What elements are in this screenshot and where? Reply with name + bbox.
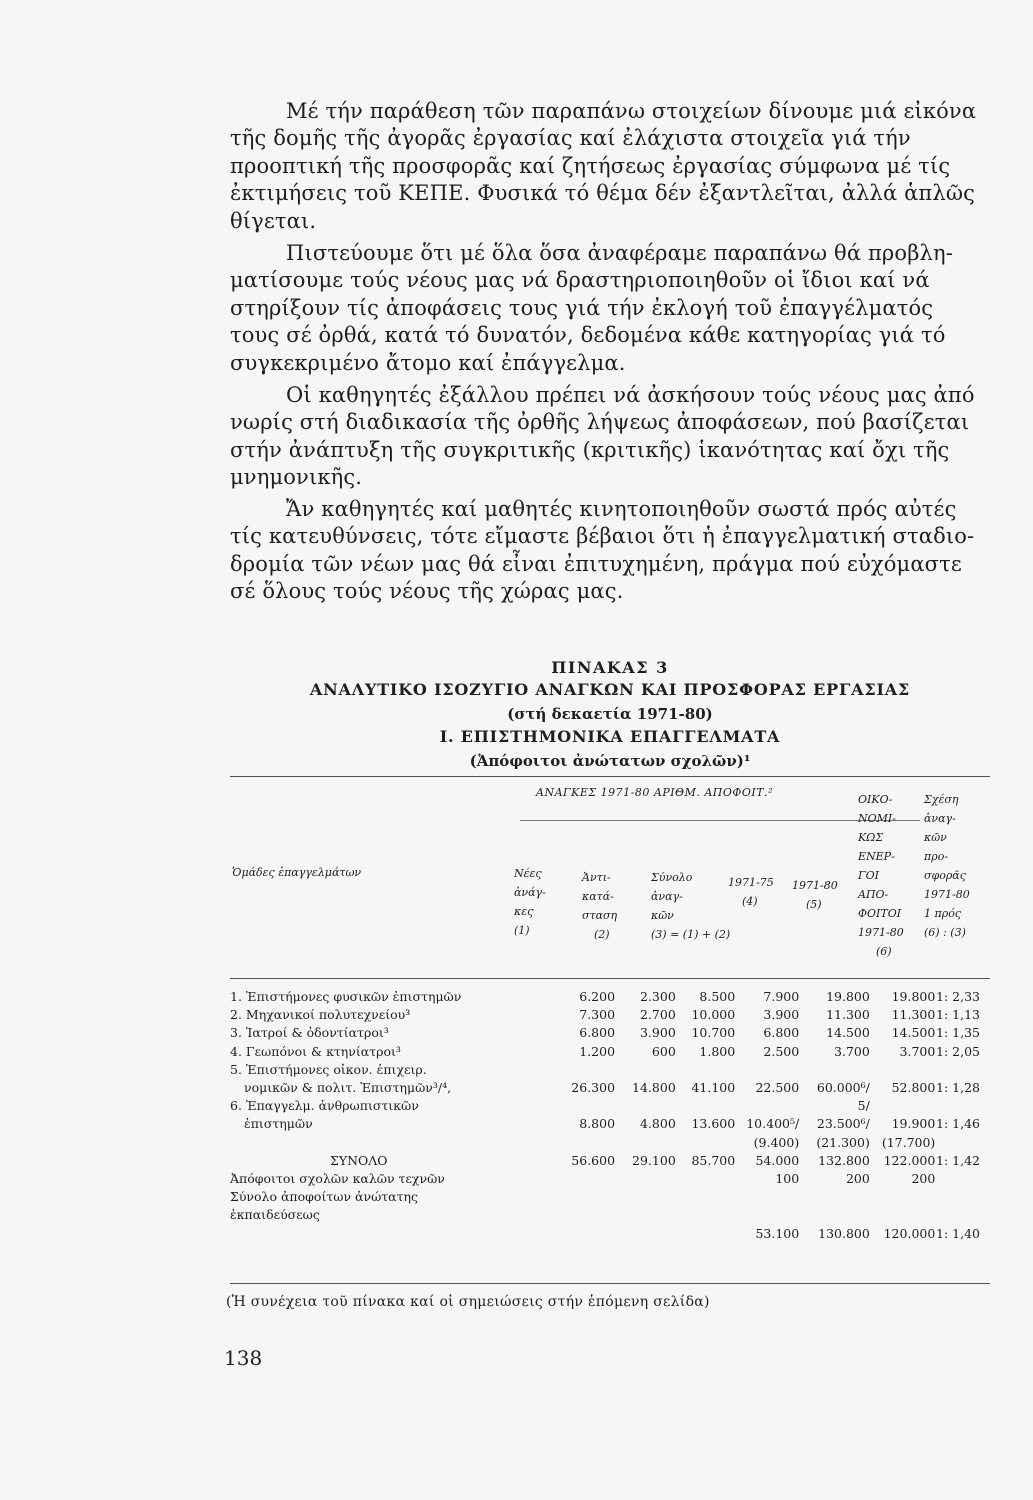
cell-economically-active: 122.000 [883, 1152, 936, 1168]
cell-economically-active [870, 1188, 935, 1206]
cell-economically-active: 14.500 [891, 1025, 936, 1041]
table-row [230, 1115, 980, 1133]
cell-graduates-1971-80: 130.800 [818, 1225, 870, 1241]
cell-new-needs [558, 1188, 616, 1206]
cell-total-needs: 41.100 [691, 1080, 736, 1096]
table-top-rule [230, 776, 990, 777]
cell-graduates-1971-80: 60.000⁶/ [816, 1080, 870, 1096]
text-line: στηρίξουν τίς ἀποφάσεις τους γιά τήν ἐκλογή τοῦ ἐπαγγέλματός [230, 295, 934, 320]
cell-ratio: 1: 1,35 [936, 1025, 980, 1041]
text-line: Μέ τήν παράθεση τῶν παραπάνω στοιχείων δίνουμε μιά εἰκόνα [286, 99, 977, 123]
text-line: σέ ὅλους τούς νέους τῆς χώρας μας. [230, 579, 624, 604]
text-line: προοπτική τῆς προσφορᾶς καί ζητήσεως ἐργασίας σύμφωνα μέ τίς [230, 153, 951, 178]
cell-new-needs [558, 1134, 616, 1152]
table-label: ΠΙΝΑΚΑΣ 3 [551, 658, 669, 677]
cell-graduates-1971-80: 11.300 [826, 1007, 870, 1023]
cell-total-needs: 8.500 [699, 989, 736, 1004]
cell-new-needs [558, 1206, 616, 1224]
text-line: Πιστεύουμε ὅτι μέ ὅλα ὅσα ἀναφέραμε παραπάνω θά προβλη- [286, 241, 953, 265]
cell-replacement: 14.800 [632, 1080, 676, 1096]
cell-ratio: 1: 1,46 [936, 1116, 980, 1132]
cell-total-needs: 10.700 [691, 1025, 736, 1041]
text-line: στήν ἀνάπτυξη τῆς συγκριτικῆς (κριτικῆς) ἱκανότητας καί ὄχι τῆς [230, 437, 950, 462]
table-row [230, 1134, 980, 1152]
row-label: 5. Ἐπιστήμονες οἰκον. ἐπιχειρ. [230, 1061, 427, 1077]
cell-economically-active [870, 1061, 935, 1079]
table-title: ΑΝΑΛΥΤΙΚΟ ΙΣΟΖΥΓΙΟ ΑΝΑΓΚΩΝ ΚΑΙ ΠΡΟΣΦΟΡΑΣ ΕΡΓΑΣΙΑΣ [309, 680, 911, 699]
paragraph-2 [230, 240, 990, 377]
cell-new-needs [558, 1097, 616, 1115]
cell-ratio: 1: 2,33 [936, 989, 980, 1004]
cell-ratio: 1: 1,28 [936, 1080, 980, 1096]
table-row [230, 1206, 980, 1224]
cell-total-needs [676, 1170, 735, 1188]
cell-graduates-1971-80: 200 [845, 1171, 870, 1187]
text-line: τῆς δομῆς τῆς ἀγορᾶς ἐργασίας καί ἐλάχιστα στοιχεῖα γιά τήν [230, 126, 911, 151]
cell-graduates-1971-75 [735, 1097, 799, 1115]
cell-ratio: 1: 1,42 [936, 1152, 980, 1168]
cell-total-needs: 10.000 [691, 1007, 736, 1023]
text-line: συγκεκριμένο ἄτομο καί ἐπάγγελμα. [230, 350, 626, 375]
cell-new-needs [558, 1061, 616, 1079]
cell-graduates-1971-75: 3.900 [763, 1007, 800, 1023]
cell-ratio [935, 1206, 980, 1224]
row-label: ἐπιστημῶν [244, 1116, 313, 1132]
header-col-total: Σύνολο ἀναγ- κῶν (3) = (1) + (2) [651, 871, 731, 941]
cell-replacement [615, 1170, 676, 1188]
cell-graduates-1971-80: 5/ [857, 1098, 870, 1114]
text-line: μνημονικῆς. [230, 465, 363, 490]
cell-ratio: 1: 1,13 [936, 1007, 980, 1023]
cell-graduates-1971-75: 7.900 [763, 989, 800, 1004]
table-row [230, 1225, 980, 1243]
cell-replacement [615, 1225, 676, 1243]
cell-economically-active [870, 1097, 935, 1115]
cell-graduates-1971-75: 6.800 [763, 1025, 800, 1041]
cell-replacement: 2.300 [639, 989, 676, 1004]
row-label [230, 1225, 558, 1243]
cell-total-needs [676, 1134, 735, 1152]
cell-graduates-1971-80: 3.700 [834, 1043, 870, 1059]
table-section-subtitle: (Ἀπόφοιτοι ἀνώτατων σχολῶν)¹ [469, 752, 751, 770]
paragraph-4 [230, 496, 990, 606]
cell-graduates-1971-80 [799, 1061, 870, 1079]
row-label: 2. Μηχανικοί πολυτεχνείου³ [230, 1007, 411, 1023]
cell-new-needs: 26.300 [571, 1080, 616, 1096]
header-col-new: Νέες ἀνάγ- κες (1) [514, 867, 546, 937]
table-continuation-note: (Ἡ συνέχεια τοῦ πίνακα καί οἱ σημειώσεις στήν ἑπόμενη σελίδα) [226, 1294, 710, 1310]
header-col-economically-active: ΟΙΚΟ- ΝΟΜΙ- ΚΩΣ ΕΝΕΡ- ΓΟΙ ΑΠΟ- ΦΟΙΤΟΙ 1971-80 (6) [858, 793, 904, 958]
cell-economically-active: 19.800 [891, 989, 936, 1004]
cell-total-needs [676, 1061, 735, 1079]
cell-graduates-1971-75: 10.400⁵/ [746, 1116, 800, 1132]
header-col-1971-75: 1971-75 (4) [728, 876, 774, 908]
table-row [230, 1061, 980, 1079]
cell-economically-active: 200 [911, 1171, 936, 1187]
header-col-replacement: Ἀντι- κατά- σταση (2) [582, 871, 618, 941]
table-row [230, 1170, 980, 1188]
cell-graduates-1971-80: (21.300) [816, 1134, 870, 1150]
paragraph-3 [230, 382, 990, 492]
cell-replacement: 2.700 [639, 1007, 676, 1023]
cell-economically-active: 120.000 [883, 1225, 936, 1241]
cell-total-needs: 85.700 [691, 1152, 736, 1168]
cell-graduates-1971-75 [735, 1061, 799, 1079]
needs-supply-table [230, 988, 980, 1243]
cell-replacement [615, 1134, 676, 1152]
cell-graduates-1971-75: 54.000 [755, 1152, 800, 1168]
header-col-ratio: Σχέση ἀναγ- κῶν προ- σφορᾶς 1971-80 1 πρός (6) : (3) [924, 793, 970, 939]
text-line: Οἱ καθηγητές ἐξάλλου πρέπει νά ἀσκήσουν τούς νέους μας ἀπό [286, 383, 975, 407]
row-label: Ἀπόφοιτοι σχολῶν καλῶν τεχνῶν [230, 1171, 445, 1187]
cell-new-needs: 6.800 [579, 1025, 616, 1041]
text-line: δρομία τῶν νέων μας θά εἶναι ἐπιτυχημένη, πράγμα πού εὐχόμαστε [230, 551, 962, 576]
cell-total-needs: 1.800 [699, 1043, 736, 1059]
cell-total-needs [676, 1097, 735, 1115]
table-bottom-rule [230, 1283, 990, 1284]
table-row [230, 1097, 980, 1115]
text-line: ματίσουμε τούς νέους μας νά δραστηριοποιηθοῦν οἱ ἴδιοι καί νά [230, 268, 930, 293]
cell-total-needs [676, 1188, 735, 1206]
table-row [230, 1079, 980, 1097]
page-number: 138 [224, 1346, 263, 1370]
cell-replacement: 29.100 [632, 1152, 676, 1168]
cell-replacement [615, 1097, 676, 1115]
cell-graduates-1971-75: 2.500 [763, 1043, 800, 1059]
text-line: νωρίς στή διαδικασία τῆς ὀρθῆς λήψεως ἀποφάσεων, πού βασίζεται [230, 410, 970, 435]
cell-graduates-1971-75: (9.400) [753, 1134, 800, 1150]
cell-total-needs: 13.600 [691, 1116, 736, 1132]
row-label: 4. Γεωπόνοι & κτηνίατροι³ [230, 1043, 401, 1059]
row-label: ἐκπαιδεύσεως [230, 1207, 320, 1223]
cell-graduates-1971-80 [799, 1188, 870, 1206]
cell-new-needs: 6.200 [579, 989, 616, 1004]
header-bottom-rule [230, 978, 990, 979]
cell-graduates-1971-80: 19.800 [826, 989, 870, 1004]
table-row [230, 1024, 980, 1042]
table-row [230, 1006, 980, 1024]
cell-graduates-1971-75 [735, 1206, 799, 1224]
row-label: νομικῶν & πολιτ. Ἐπιστημῶν³/⁴, [244, 1080, 452, 1096]
table-row [230, 1043, 980, 1061]
row-label: 1. Ἐπιστήμονες φυσικῶν ἐπιστημῶν [230, 989, 462, 1004]
cell-graduates-1971-75: 53.100 [755, 1225, 800, 1241]
text-line: θίγεται. [230, 208, 317, 233]
table-subtitle-period: (στή δεκαετία 1971-80) [507, 705, 713, 723]
cell-replacement [615, 1206, 676, 1224]
cell-economically-active: 11.300 [891, 1007, 936, 1023]
row-label: ΣΥΝΟΛΟ [330, 1152, 388, 1168]
text-line: ἐκτιμήσεις τοῦ ΚΕΠΕ. Φυσικά τό θέμα δέν ἐξαντλεῖται, ἀλλά ἁπλῶς [230, 181, 976, 206]
cell-new-needs [558, 1170, 616, 1188]
row-label: 3. Ἰατροί & ὀδοντίατροι³ [230, 1025, 389, 1041]
cell-graduates-1971-80: 23.500⁶/ [816, 1116, 870, 1132]
cell-replacement: 3.900 [639, 1025, 676, 1041]
cell-ratio [935, 1097, 980, 1115]
text-line: Ἄν καθηγητές καί μαθητές κινητοποιηθοῦν σωστά πρός αὐτές [286, 497, 957, 521]
cell-economically-active: (17.700) [881, 1134, 936, 1150]
cell-new-needs: 7.300 [579, 1007, 616, 1023]
cell-new-needs: 8.800 [579, 1116, 616, 1132]
cell-economically-active [870, 1206, 935, 1224]
row-label: 6. Ἐπαγγελμ. ἀνθρωπιστικῶν [230, 1098, 419, 1114]
cell-economically-active: 52.800 [891, 1080, 936, 1096]
row-label: Σύνολο ἀποφοίτων ἀνώτατης [230, 1189, 419, 1205]
table-row [230, 1188, 980, 1206]
cell-total-needs [676, 1225, 735, 1243]
cell-graduates-1971-80 [799, 1206, 870, 1224]
text-line: τους σέ ὀρθά, κατά τό δυνατόν, δεδομένα κάθε κατηγορίας γιά τό [230, 323, 946, 348]
cell-economically-active: 3.700 [899, 1043, 936, 1059]
header-col-1971-80: 1971-80 (5) [792, 879, 838, 911]
cell-new-needs: 1.200 [579, 1043, 616, 1059]
cell-replacement [615, 1061, 676, 1079]
cell-ratio [935, 1134, 980, 1152]
cell-new-needs: 56.600 [571, 1152, 616, 1168]
cell-ratio: 1: 2,05 [936, 1043, 980, 1059]
table-section-title: Ι. ΕΠΙΣΤΗΜΟΝΙΚΑ ΕΠΑΓΓΕΛΜΑΤΑ [439, 727, 781, 746]
header-group-label: Ὁμάδες ἐπαγγελμάτων [232, 866, 362, 879]
paragraph-1 [230, 98, 990, 235]
table-row-total [230, 1152, 980, 1170]
cell-replacement: 600 [651, 1043, 676, 1059]
header-needs-span: ΑΝΑΓΚΕΣ 1971-80 ΑΡΙΘΜ. ΑΠΟΦΟΙΤ.² [536, 786, 774, 799]
cell-total-needs [676, 1206, 735, 1224]
row-label [230, 1134, 558, 1152]
cell-ratio: 1: 1,40 [936, 1225, 980, 1241]
cell-economically-active: 19.900 [891, 1116, 936, 1132]
cell-ratio [935, 1188, 980, 1206]
cell-ratio [935, 1170, 980, 1188]
cell-replacement [615, 1188, 676, 1206]
cell-new-needs [558, 1225, 616, 1243]
cell-graduates-1971-75 [735, 1188, 799, 1206]
cell-graduates-1971-80: 132.800 [818, 1152, 870, 1168]
cell-graduates-1971-75: 100 [775, 1171, 800, 1187]
cell-replacement: 4.800 [639, 1116, 676, 1132]
table-row [230, 988, 980, 1006]
cell-graduates-1971-80: 14.500 [826, 1025, 870, 1041]
cell-graduates-1971-75: 22.500 [755, 1080, 800, 1096]
cell-ratio [935, 1061, 980, 1079]
text-line: τίς κατευθύνσεις, τότε εἴμαστε βέβαιοι ὅτι ἡ ἐπαγγελματική σταδιο- [230, 524, 975, 549]
